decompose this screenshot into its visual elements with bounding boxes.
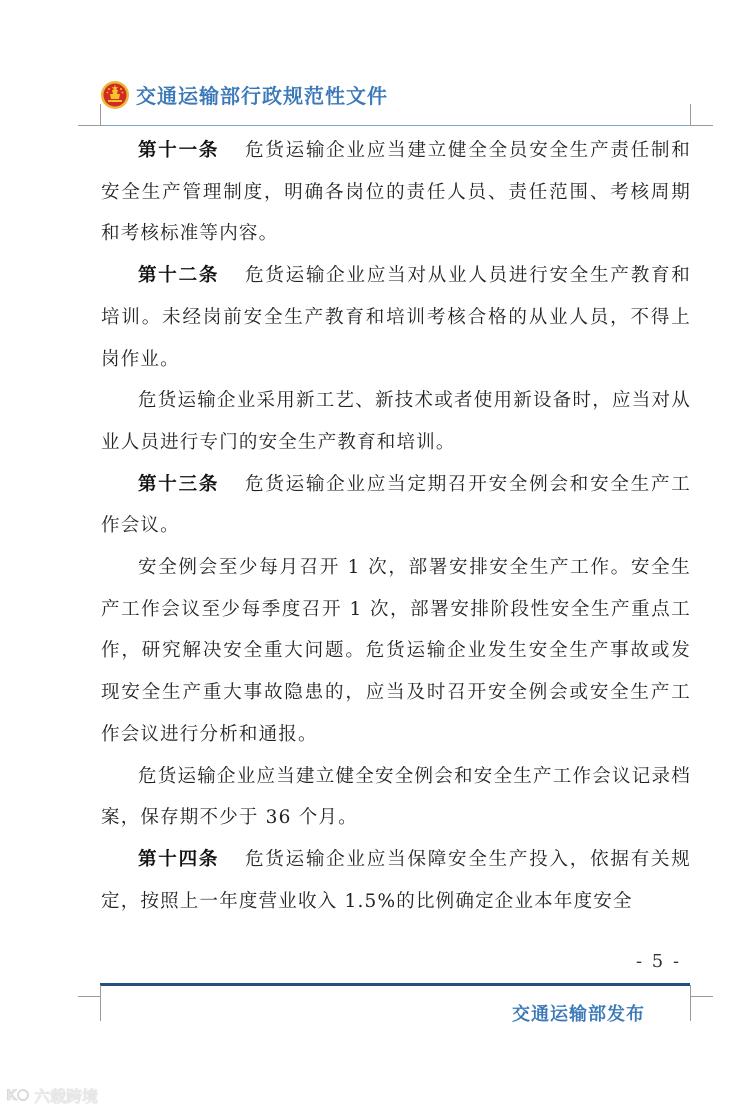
paragraph-article-12 — [101, 255, 691, 380]
crop-mark-bottom-left — [100, 985, 101, 1021]
paragraph-text: 危货运输企业应当建立健全全员安全生产责任制和安全生产管理制度，明确各岗位的责任人员、责任范围、考核周期和考核标准等内容。 — [101, 140, 691, 245]
paragraph-article-13 — [101, 464, 691, 547]
crop-mark-bottom-right-h — [690, 996, 713, 997]
document-body — [101, 130, 691, 922]
article-number: 第十四条 — [138, 848, 220, 870]
article-number: 第十三条 — [138, 473, 220, 495]
paragraph-article-13-cont-1 — [101, 547, 691, 756]
paragraph-text: 安全例会至少每月召开 1 次，部署安排安全生产工作。安全生产工作会议至少每季度召开 1 次，部署安排阶段性安全生产重点工作，研究解决安全重大问题。危货运输企业发生安全生产事故或发现安全生产重大事故隐患的，应当及时召开安全例会或安全生产工作会议进行分析和通报。 — [101, 557, 691, 745]
crop-mark-top-left-h — [78, 125, 101, 126]
article-number: 第十二条 — [138, 265, 220, 287]
crop-mark-bottom-right — [690, 985, 691, 1021]
publisher-label: 交通运输部发布 — [512, 1004, 645, 1025]
paragraph-article-11 — [101, 130, 691, 255]
national-emblem-icon — [100, 80, 130, 110]
header-title: 交通运输部行政规范性文件 — [136, 84, 388, 108]
crop-mark-top-right-h — [690, 125, 713, 126]
header-divider — [100, 125, 690, 126]
paragraph-text: 危货运输企业采用新工艺、新技术或者使用新设备时，应当对从业人员进行专门的安全生产教育和培训。 — [101, 390, 691, 453]
paragraph-text: 危货运输企业应当建立健全安全例会和安全生产工作会议记录档案，保存期不少于 36 个月。 — [101, 765, 691, 829]
crop-mark-top-right — [690, 104, 691, 126]
article-number: 第十一条 — [138, 140, 220, 161]
paragraph-article-14 — [101, 839, 691, 922]
crop-mark-bottom-left-h — [78, 996, 101, 997]
paragraph-text: 危货运输企业应当对从业人员进行安全生产教育和培训。未经岗前安全生产教育和培训考核合格的从业人员，不得上岗作业。 — [101, 265, 691, 370]
footer-divider — [100, 983, 690, 986]
crop-mark-top-left — [100, 104, 101, 126]
paragraph-text: 危货运输企业应当保障安全生产投入，依据有关规定，按照上一年度营业收入 1.5%的比例确定企业本年度安全 — [101, 848, 691, 912]
page-number: - 5 - — [636, 951, 682, 972]
paragraph-article-12-cont — [101, 380, 691, 463]
paragraph-text: 危货运输企业应当定期召开安全例会和安全生产工作会议。 — [101, 473, 691, 537]
watermark-text: 六载跨境 — [34, 1086, 99, 1106]
svg-text:K: K — [6, 1088, 17, 1104]
watermark — [6, 1084, 98, 1106]
paragraph-article-13-cont-2 — [101, 756, 691, 839]
logo-mark-icon — [6, 1085, 30, 1105]
